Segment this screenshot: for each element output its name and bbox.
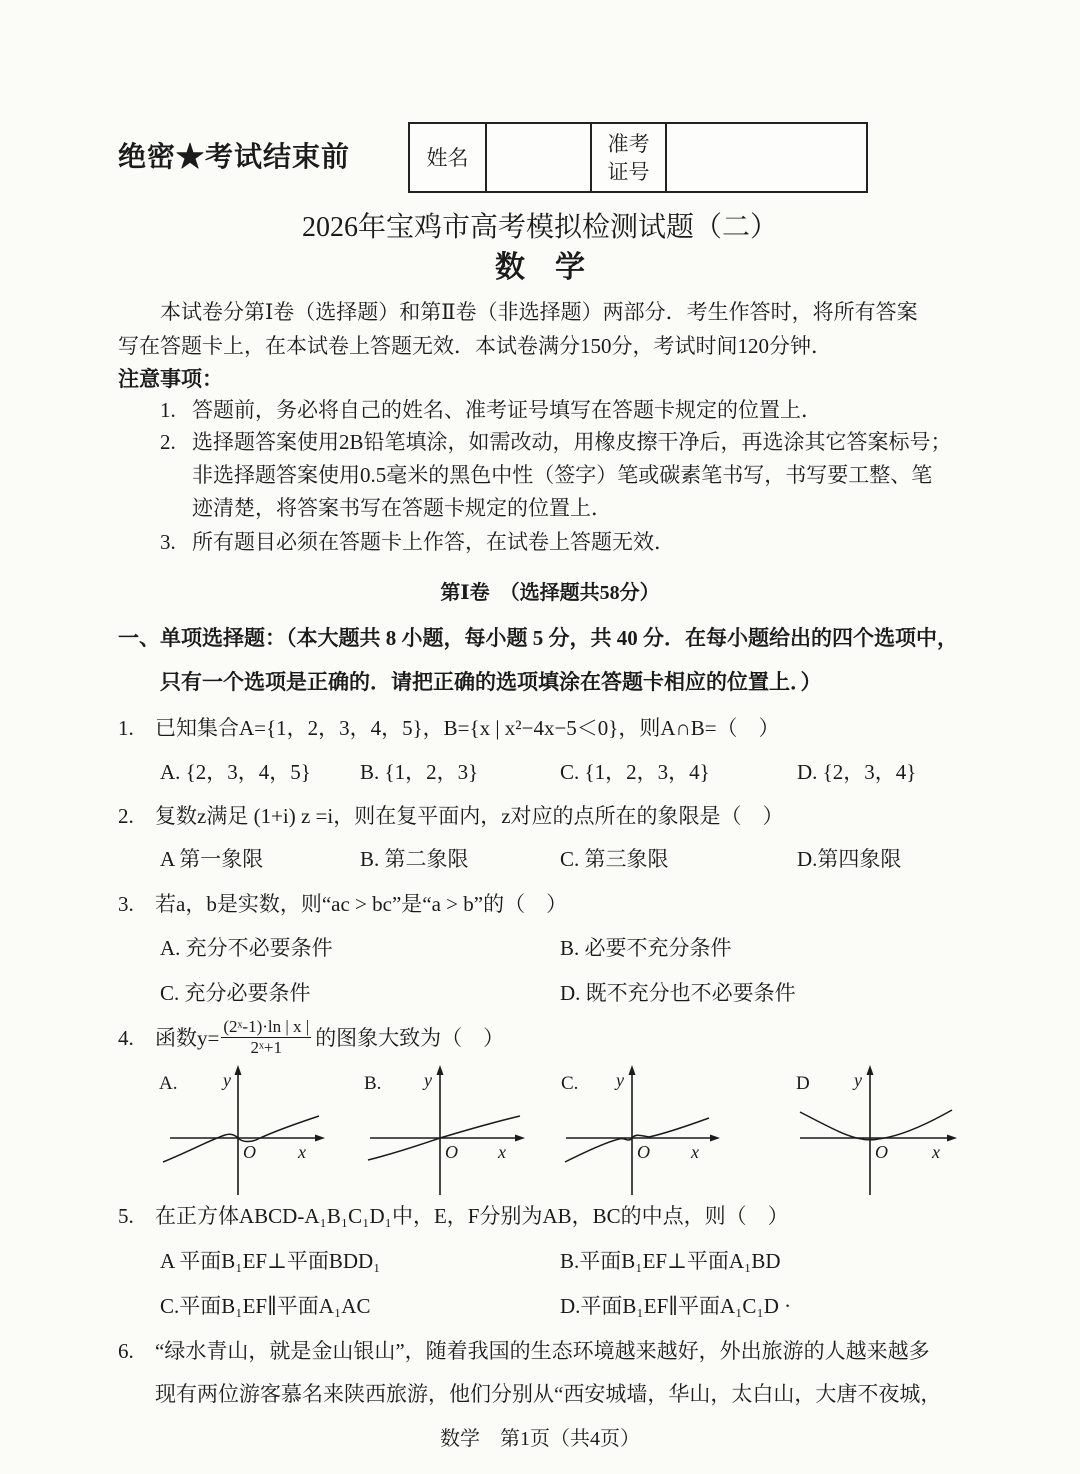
option-d: D. 既不充分也不必要条件: [560, 981, 796, 1005]
intro-line: 本试卷分第Ⅰ卷（选择题）和第Ⅱ卷（非选择题）两部分．考生作答时，将所有答案: [160, 300, 918, 324]
option-b: B. 必要不充分条件: [560, 936, 732, 960]
x-axis-arrow: [315, 1135, 325, 1142]
candidate-info-box: [408, 122, 868, 193]
fraction-numerator: (2ˣ-1)·ln | x |: [223, 1016, 310, 1036]
function-curve: [800, 1110, 952, 1140]
option-d: D.第四象限: [797, 847, 902, 871]
exam-id-field: [665, 124, 866, 191]
page-footer: 数学 第1页（共4页）: [440, 1428, 640, 1450]
exam-id-label: [590, 124, 665, 191]
option-b: B. {1，2，3}: [360, 760, 479, 784]
question-stem: 若a，b是实数，则“ac > bc”是“a > b”的（ ）: [155, 892, 568, 916]
note-line: 所有题目必须在答题卡上作答，在试卷上答题无效．: [192, 530, 675, 554]
note-number: 3.: [160, 530, 176, 554]
graph-option-b: [360, 1062, 535, 1200]
question-stem: 已知集合A={1，2，3，4，5}，B={x | x²−4x−5＜0}，则A∩B=（ ）: [155, 716, 780, 740]
graph-option-a: [155, 1062, 330, 1200]
origin-label: O: [637, 1142, 650, 1162]
part-instruction-line: 一、单项选择题：（本大题共 8 小题，每小题 5 分，共 40 分．在每小题给出的四个选项中，: [118, 626, 958, 650]
exam-id-label-line1: 准考: [607, 131, 650, 156]
stem-suffix: 的图象大致为（ ）: [315, 1026, 505, 1050]
option-c: C. {1，2，3，4}: [560, 760, 710, 784]
graph-option-label: A.: [159, 1073, 178, 1094]
note-line: 答题前，务必将自己的姓名、准考证号填写在答题卡规定的位置上．: [192, 398, 822, 422]
x-axis-label: x: [932, 1142, 940, 1162]
option-b: B. 第二象限: [360, 847, 469, 871]
graph-option-label: B.: [364, 1073, 382, 1094]
name-field: [485, 124, 590, 191]
question-number: 6.: [118, 1339, 134, 1363]
question-number: 4.: [118, 1026, 134, 1050]
option-b: B.平面B₁EF⊥平面A₁BD: [560, 1249, 781, 1273]
name-label: 姓名: [426, 145, 469, 170]
question-number: 5.: [118, 1204, 134, 1228]
graph-option-label: C.: [561, 1073, 579, 1094]
x-axis-arrow: [515, 1135, 525, 1142]
note-number: 1.: [160, 398, 176, 422]
notes-heading: 注意事项：: [118, 367, 223, 391]
fraction-denominator: 2ˣ+1: [250, 1037, 283, 1057]
origin-label: O: [445, 1142, 458, 1162]
fraction: [221, 1017, 311, 1058]
x-axis-arrow: [710, 1135, 720, 1142]
option-c: C.平面B₁EF∥平面A₁AC: [160, 1294, 371, 1318]
note-line: 选择题答案使用2B铅笔填涂，如需改动，用橡皮擦干净后，再选涂其它答案标号；: [192, 430, 952, 454]
x-axis-label: x: [298, 1142, 306, 1162]
y-axis-arrow: [235, 1065, 242, 1075]
graph-option-c: [557, 1062, 732, 1200]
function-curve: [163, 1116, 319, 1162]
note-line: 迹清楚，将答案书写在答题卡规定的位置上．: [192, 496, 612, 520]
question-number: 1.: [118, 716, 134, 740]
question-number: 3.: [118, 892, 134, 916]
confidential-label: 绝密★考试结束前: [118, 142, 351, 173]
part-instruction-line: 只有一个选项是正确的．请把正确的选项填涂在答题卡相应的位置上．）: [160, 670, 822, 694]
y-axis-label: y: [854, 1070, 862, 1090]
question-stem: 在正方体ABCD-A₁B₁C₁D₁中，E，F分别为AB，BC的中点，则（ ）: [155, 1204, 789, 1228]
exam-id-label-line2: 证号: [607, 159, 650, 184]
option-d: D. {2，3，4}: [797, 760, 917, 784]
option-c: C. 充分必要条件: [160, 981, 311, 1005]
exam-title: 2026年宝鸡市高考模拟检测试题（二）: [301, 212, 778, 243]
y-axis-arrow: [629, 1065, 636, 1075]
y-axis-arrow: [437, 1065, 444, 1075]
origin-label: O: [243, 1142, 256, 1162]
intro-line: 写在答题卡上，在本试卷上答题无效．本试卷满分150分，考试时间120分钟．: [118, 334, 832, 358]
y-axis-arrow: [867, 1065, 874, 1075]
question-stem-line: 现有两位游客慕名来陕西旅游，他们分别从“西安城墙，华山，太白山，大唐不夜城，: [155, 1382, 942, 1406]
question-stem: [155, 1012, 504, 1062]
option-a: A. 充分不必要条件: [160, 936, 333, 960]
subject-title: 数 学: [495, 251, 585, 284]
x-axis-arrow: [947, 1135, 957, 1142]
section-title: 第Ⅰ卷 （选择题共58分）: [440, 582, 660, 604]
y-axis-label: y: [616, 1070, 624, 1090]
x-axis-label: x: [498, 1142, 506, 1162]
question-stem-line: “绿水青山，就是金山银山”，随着我国的生态环境越来越好，外出旅游的人越来越多: [155, 1339, 930, 1363]
option-c: C. 第三象限: [560, 847, 669, 871]
y-axis-label: y: [223, 1070, 231, 1090]
option-a: A 第一象限: [160, 847, 264, 871]
question-stem: 复数z满足 (1+i) z =i，则在复平面内，z对应的点所在的象限是（ ）: [155, 804, 784, 828]
graph-option-label: D: [796, 1073, 810, 1094]
option-a: A. {2，3，4，5}: [160, 760, 311, 784]
option-a: A 平面B₁EF⊥平面BDD₁: [160, 1249, 381, 1273]
question-number: 2.: [118, 804, 134, 828]
origin-label: O: [875, 1142, 888, 1162]
y-axis-label: y: [424, 1070, 432, 1090]
x-axis-label: x: [691, 1142, 699, 1162]
note-line: 非选择题答案使用0.5毫米的黑色中性（签字）笔或碳素笔书写，书写要工整、笔: [192, 463, 933, 487]
note-number: 2.: [160, 430, 176, 454]
stem-prefix: 函数y=: [155, 1026, 220, 1050]
option-d: D.平面B₁EF∥平面A₁C₁D ·: [560, 1294, 792, 1318]
graph-option-d: [792, 1062, 967, 1200]
